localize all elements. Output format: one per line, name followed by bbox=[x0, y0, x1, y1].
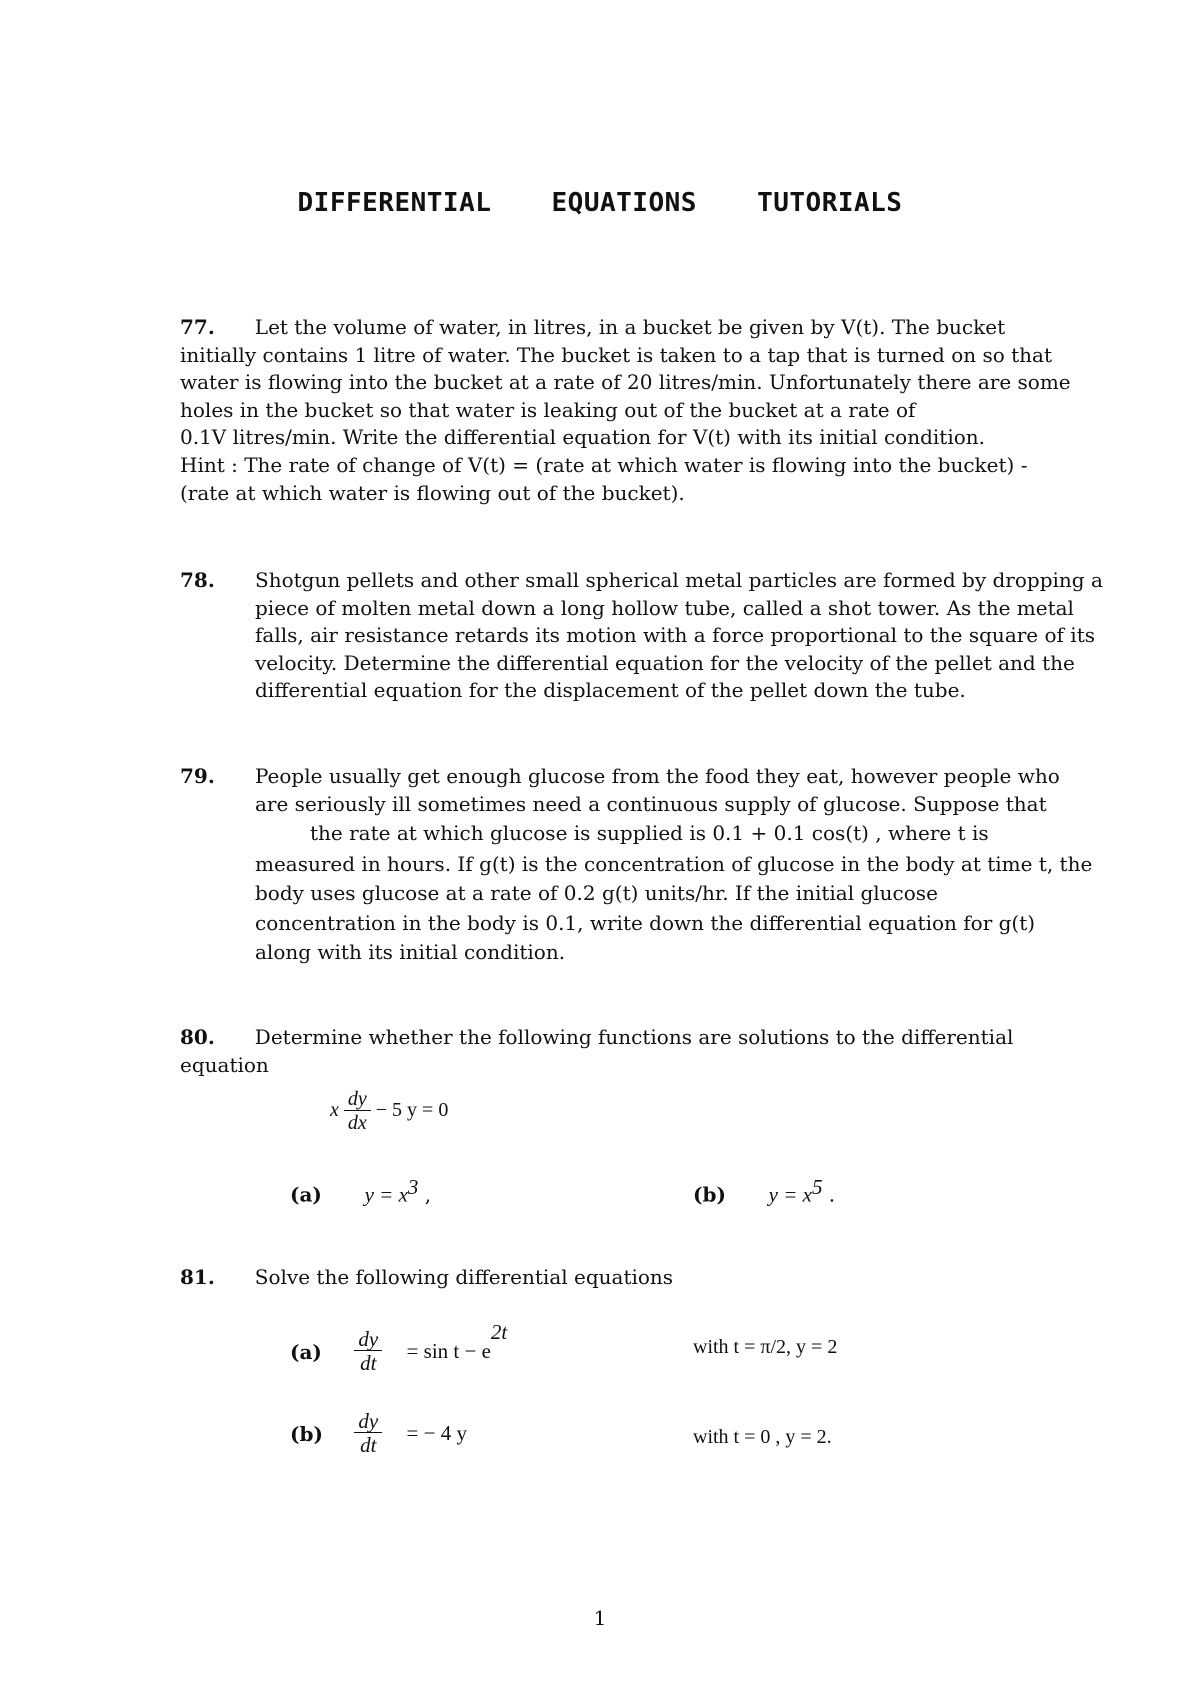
question-text-line: are seriously ill sometimes need a continuous supply of glucose. Suppose that bbox=[255, 791, 1047, 816]
condition-81b: with t = 0 , y = 2. bbox=[693, 1426, 832, 1448]
question-text-line: the rate at which glucose is supplied is 0.1 + 0.1 cos(t) , where t is bbox=[310, 821, 989, 846]
question-text-line: Shotgun pellets and other small spherical metal particles are formed by dropping a bbox=[255, 568, 1103, 592]
question-text-line: velocity. Determine the differential equation for the velocity of the pellet and the bbox=[255, 650, 1075, 675]
part-label: (b) bbox=[290, 1421, 323, 1446]
question-81 bbox=[180, 1264, 673, 1292]
question-text-line: differential equation for the displacement of the pellet down the tube. bbox=[255, 678, 966, 703]
question-79 bbox=[180, 763, 215, 791]
page-number: 1 bbox=[593, 1606, 607, 1630]
question-77 bbox=[180, 314, 1071, 507]
title-word-3: TUTORIALS bbox=[757, 188, 903, 218]
question-text-line: People usually get enough glucose from the food they eat, however people who bbox=[255, 764, 1060, 788]
part-label: (b) bbox=[693, 1182, 726, 1207]
question-text-line: 0.1V litres/min. Write the differential equation for V(t) with its initial condition. bbox=[180, 425, 986, 450]
fraction-dy-dx bbox=[344, 1088, 371, 1135]
question-number: 81. bbox=[180, 1265, 215, 1289]
equation-exponent: 2t bbox=[490, 1320, 508, 1344]
question-78-body bbox=[255, 567, 1103, 705]
fraction-dy-dt bbox=[354, 1328, 382, 1375]
question-text-line: equation bbox=[180, 1052, 269, 1077]
equation-80 bbox=[330, 1088, 448, 1135]
fraction-denominator: dt bbox=[360, 1351, 377, 1375]
fraction-numerator: dy bbox=[354, 1328, 382, 1351]
question-text-line: water is flowing into the bucket at a rate of 20 litres/min. Unfortunately there are some bbox=[180, 370, 1071, 395]
part-80b bbox=[693, 1175, 835, 1208]
question-78 bbox=[180, 567, 215, 595]
condition-81a: with t = π/2, y = 2 bbox=[693, 1336, 838, 1358]
equation-term: x bbox=[330, 1099, 339, 1122]
question-number: 78. bbox=[180, 568, 215, 592]
question-text-line: Hint : The rate of change of V(t) = (rate at which water is flowing into the bucket) - bbox=[180, 452, 1028, 477]
part-expression: y = x bbox=[768, 1182, 812, 1207]
part-80a bbox=[290, 1175, 431, 1208]
fraction-denominator: dx bbox=[347, 1112, 367, 1134]
question-80 bbox=[180, 1024, 1013, 1079]
question-79-body bbox=[255, 763, 1092, 966]
equation-rhs: = sin t − e bbox=[406, 1339, 491, 1363]
fraction-dy-dt bbox=[354, 1410, 382, 1457]
part-exponent: 5 bbox=[811, 1175, 823, 1199]
part-expression: y = x bbox=[364, 1182, 408, 1207]
part-81a bbox=[290, 1320, 507, 1375]
question-text-line: (rate at which water is flowing out of the bucket). bbox=[180, 480, 685, 505]
question-number: 80. bbox=[180, 1025, 215, 1049]
question-number: 77. bbox=[180, 315, 215, 339]
question-text-line: piece of molten metal down a long hollow tube, called a shot tower. As the metal bbox=[255, 595, 1074, 620]
question-text-line: measured in hours. If g(t) is the concentration of glucose in the body at time t, the bbox=[255, 852, 1093, 877]
part-exponent: 3 bbox=[407, 1175, 419, 1199]
question-text-line: along with its initial condition. bbox=[255, 939, 566, 964]
equation-rhs: = − 4 y bbox=[406, 1421, 467, 1445]
part-81b bbox=[290, 1410, 467, 1457]
question-text-line: Determine whether the following functions are solutions to the differential bbox=[254, 1025, 1014, 1049]
fraction-denominator: dt bbox=[360, 1433, 377, 1457]
part-label: (a) bbox=[290, 1339, 322, 1364]
title-word-2: EQUATIONS bbox=[551, 188, 697, 218]
question-text-line: concentration in the body is 0.1, write down the differential equation for g(t) bbox=[255, 910, 1036, 935]
question-text-line: falls, air resistance retards its motion with a force proportional to the square of its bbox=[255, 623, 1095, 648]
question-text-line: Solve the following differential equations bbox=[254, 1265, 674, 1289]
question-text-line: initially contains 1 litre of water. The bucket is taken to a tap that is turned on so that bbox=[180, 342, 1053, 367]
fraction-numerator: dy bbox=[354, 1410, 382, 1433]
equation-term: − 5 y = 0 bbox=[375, 1099, 449, 1122]
title-word-1: DIFFERENTIAL bbox=[297, 188, 492, 218]
fraction-numerator: dy bbox=[344, 1088, 371, 1111]
question-text-line: Let the volume of water, in litres, in a bucket be given by V(t). The bucket bbox=[254, 315, 1006, 339]
part-label: (a) bbox=[290, 1182, 322, 1207]
part-tail: , bbox=[418, 1182, 432, 1207]
question-number: 79. bbox=[180, 764, 215, 788]
question-text-line: holes in the bucket so that water is leaking out of the bucket at a rate of bbox=[180, 397, 916, 422]
question-text-line: body uses glucose at a rate of 0.2 g(t) units/hr. If the initial glucose bbox=[255, 881, 938, 906]
page-title bbox=[0, 188, 1200, 218]
part-tail: . bbox=[822, 1182, 836, 1207]
